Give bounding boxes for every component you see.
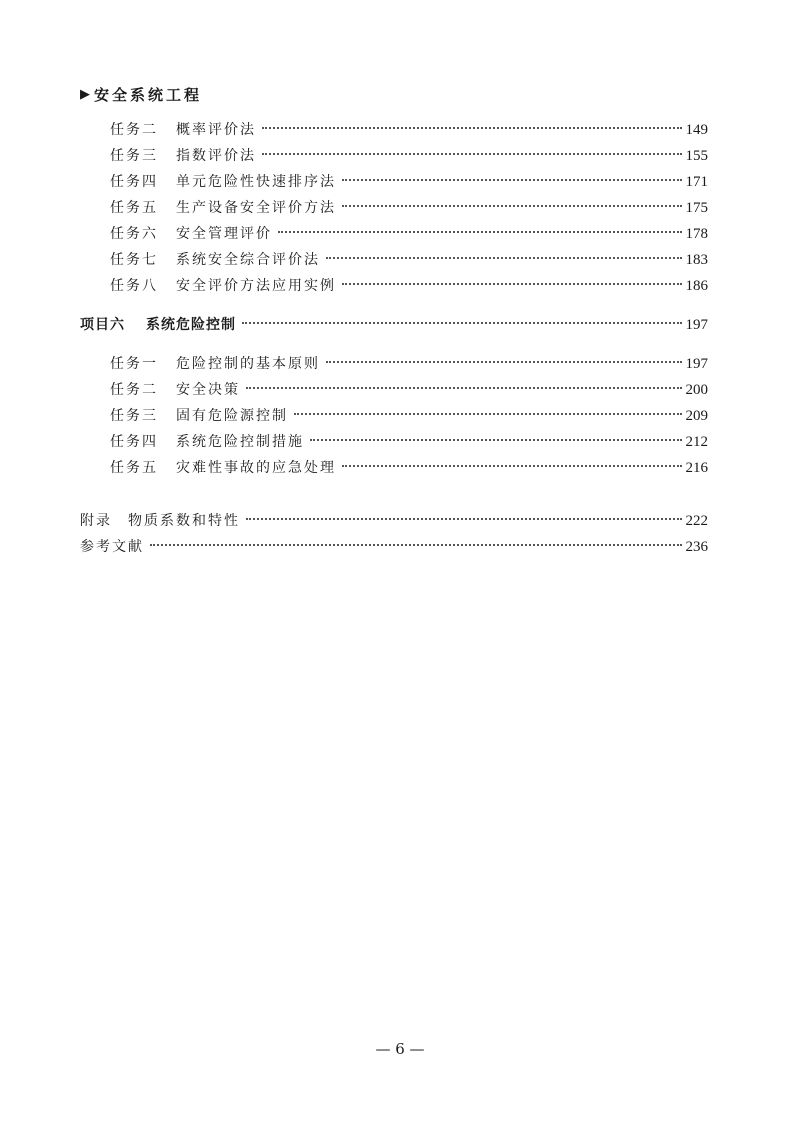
project-number: 项目六 (80, 317, 125, 333)
toc-entry[interactable] (110, 146, 708, 166)
project-page: 197 (685, 317, 708, 333)
toc-entry-title: 单元危险性快速排序法 (176, 174, 336, 190)
toc-entry-page: 197 (685, 356, 708, 372)
dot-leader (150, 544, 682, 546)
dot-leader (342, 179, 682, 181)
toc-entry[interactable] (110, 406, 708, 426)
toc-entry-title: 指数评价法 (176, 148, 256, 164)
toc-project-entry[interactable] (80, 315, 708, 335)
toc-entry-title: 灾难性事故的应急处理 (176, 460, 336, 476)
dot-leader (246, 518, 682, 520)
toc-entry-number: 任务三 (110, 148, 158, 164)
toc-entry-title: 安全决策 (176, 382, 240, 398)
toc-entry-page: 171 (685, 174, 708, 190)
toc-entry-title: 安全评价方法应用实例 (176, 278, 336, 294)
toc-entry-number: 任务七 (110, 252, 158, 268)
toc-entry-page: 186 (685, 278, 708, 294)
toc-entry[interactable] (110, 354, 708, 374)
page-number: — 6 — (375, 1040, 425, 1058)
running-header (80, 84, 202, 105)
toc-entry-title: 概率评价法 (176, 122, 256, 138)
toc-entry-title: 系统安全综合评价法 (176, 252, 320, 268)
toc-entry[interactable] (110, 120, 708, 140)
toc-entry[interactable] (110, 172, 708, 192)
toc-entry-number: 任务四 (110, 434, 158, 450)
toc-entry-title: 安全管理评价 (176, 226, 272, 242)
toc-entry[interactable] (110, 458, 708, 478)
toc-entry-number: 任务五 (110, 460, 158, 476)
toc-entry-page: 200 (685, 382, 708, 398)
dot-leader (246, 387, 682, 389)
toc-entry-page: 155 (685, 148, 708, 164)
appendix-label: 附录 (80, 513, 112, 529)
toc-entry-number: 任务六 (110, 226, 158, 242)
appendix-page: 222 (685, 513, 708, 529)
toc-entry[interactable] (110, 380, 708, 400)
dot-leader (326, 257, 682, 259)
dot-leader (326, 361, 682, 363)
toc-entry-page: 149 (685, 122, 708, 138)
toc-entry-title: 生产设备安全评价方法 (176, 200, 336, 216)
toc-entry-page: 183 (685, 252, 708, 268)
toc-entry-number: 任务一 (110, 356, 158, 372)
dot-leader (342, 465, 682, 467)
toc-entry-title: 系统危险控制措施 (176, 434, 304, 450)
project-title: 系统危险控制 (146, 317, 236, 333)
toc-entry-number: 任务四 (110, 174, 158, 190)
toc-entry-page: 212 (685, 434, 708, 450)
dot-leader (294, 413, 682, 415)
dot-leader (342, 283, 682, 285)
toc-references-entry[interactable] (80, 537, 708, 557)
toc-entry-page: 178 (685, 226, 708, 242)
toc-entry[interactable] (110, 198, 708, 218)
dot-leader (342, 205, 682, 207)
book-title: 安全系统工程 (94, 86, 203, 104)
toc-entry[interactable] (110, 276, 708, 296)
toc-entry-page: 216 (685, 460, 708, 476)
dot-leader (262, 127, 682, 129)
toc-entry-number: 任务三 (110, 408, 158, 424)
toc-entry-page: 209 (685, 408, 708, 424)
dot-leader (278, 231, 682, 233)
dot-leader (242, 322, 682, 324)
toc-entry-number: 任务二 (110, 122, 158, 138)
dot-leader (262, 153, 682, 155)
toc-entry-title: 固有危险源控制 (176, 408, 288, 424)
references-title: 参考文献 (80, 539, 144, 555)
toc-entry[interactable] (110, 224, 708, 244)
toc-entry-number: 任务八 (110, 278, 158, 294)
toc-entry-page: 175 (685, 200, 708, 216)
triangle-arrow-icon: ▶ (80, 87, 90, 102)
toc-entry[interactable] (110, 432, 708, 452)
toc-entry-number: 任务五 (110, 200, 158, 216)
toc-appendix-entry[interactable] (80, 511, 708, 531)
toc-entry-title: 危险控制的基本原则 (176, 356, 320, 372)
references-page: 236 (685, 539, 708, 555)
appendix-title: 物质系数和特性 (128, 513, 240, 529)
dot-leader (310, 439, 682, 441)
toc-entry-number: 任务二 (110, 382, 158, 398)
toc-entry[interactable] (110, 250, 708, 270)
